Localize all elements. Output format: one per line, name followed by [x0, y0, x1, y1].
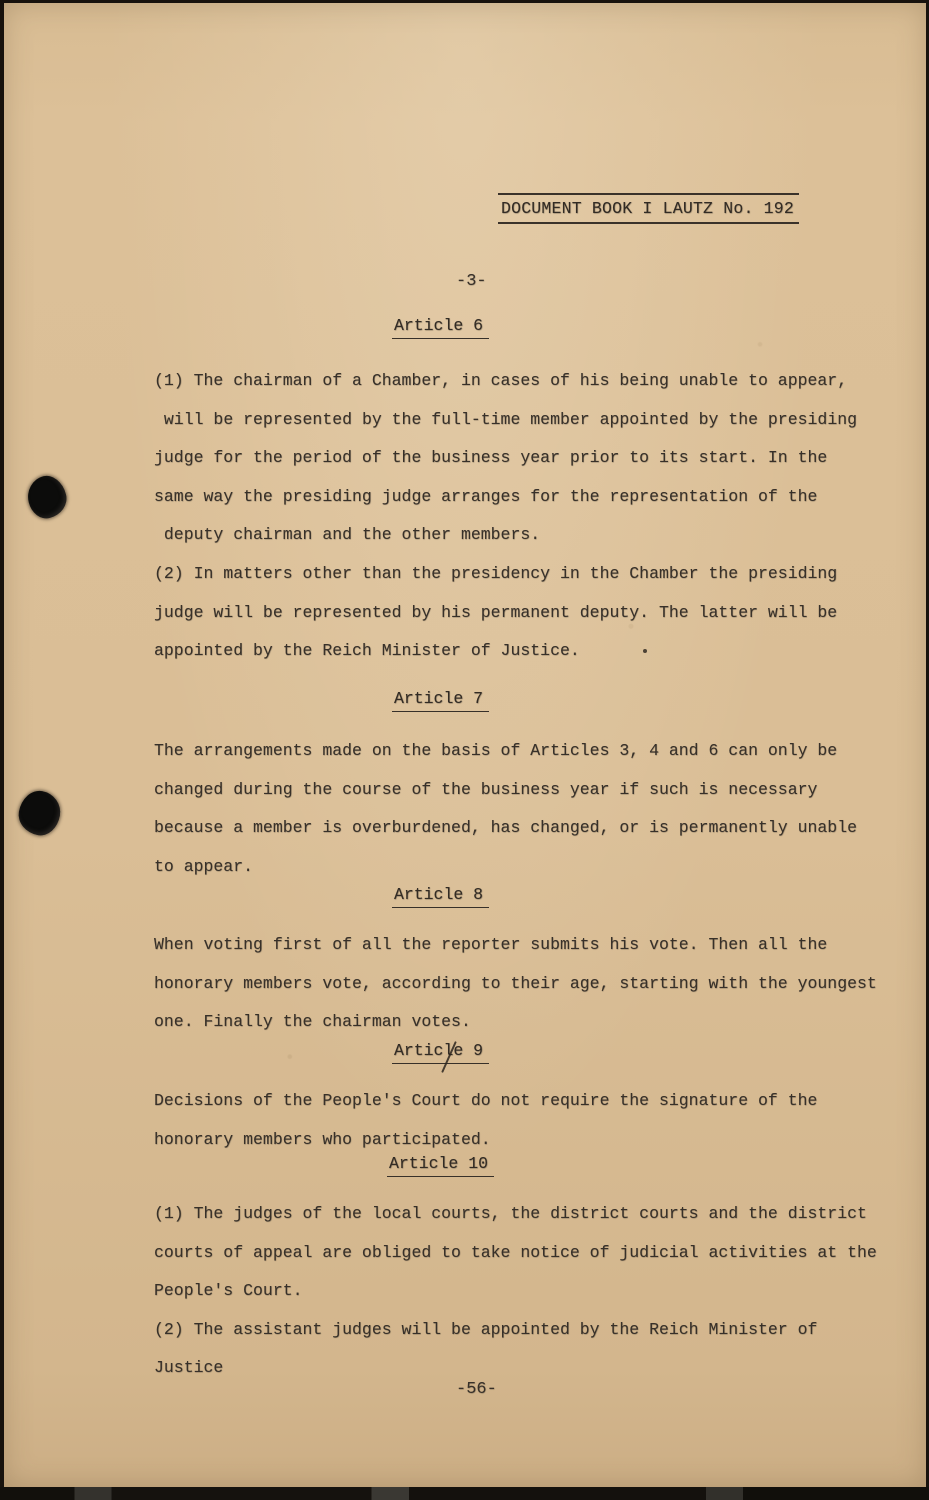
text-line: When voting first of all the reporter submits his vote. Then all the — [154, 935, 828, 954]
scan-bottom-edge — [0, 1487, 929, 1500]
text-line: (2) The assistant judges will be appointed by the Reich Minister of Justice — [154, 1319, 828, 1378]
scanned-page — [4, 3, 926, 1487]
article-8-heading: Article 8 — [392, 885, 489, 908]
text-line: changed during the course of the business year if such is necessary — [154, 779, 818, 799]
article-8-section — [4, 885, 929, 1042]
text-line: judge for the period of the business year prior to its start. In the — [154, 448, 828, 468]
text-line: honorary members who participated. — [154, 1129, 491, 1149]
text-line: People's Court. — [154, 1281, 303, 1301]
text-line: (1) The judges of the local courts, the district courts and the district — [154, 1204, 867, 1223]
text-line: because a member is overburdened, has changed, or is permanently unable — [154, 818, 858, 838]
article-10-section — [4, 1154, 929, 1388]
page-number-bottom: -56- — [456, 1380, 497, 1399]
article-10-heading: Article 10 — [387, 1154, 494, 1177]
text-line: (2) In matters other than the presidency in the Chamber the presiding — [154, 563, 838, 583]
page-number-top: -3- — [456, 272, 487, 291]
text-line: Decisions of the People's Court do not require the signature of the — [154, 1091, 818, 1110]
text-line: deputy chairman and the other members. — [154, 525, 541, 545]
text-line: judge will be represented by his permanent deputy. The latter will be — [154, 602, 838, 622]
text-line: (1) The chairman of a Chamber, in cases of his being unable to appear, — [154, 371, 848, 390]
text-line: courts of appeal are obliged to take notice of judicial activities at the — [154, 1242, 877, 1262]
text-line: will be represented by the full-time member appointed by the presiding — [154, 409, 858, 429]
text-line: one. Finally the chairman votes. — [154, 1012, 471, 1032]
text-line: same way the presiding judge arranges for the representation of the — [154, 486, 818, 506]
article-9-heading: Article 9 — [392, 1041, 489, 1064]
text-line: The arrangements made on the basis of Articles 3, 4 and 6 can only be — [154, 741, 838, 760]
article-7-heading: Article 7 — [392, 689, 489, 712]
article-7-section — [4, 689, 929, 886]
article-6-section — [4, 316, 929, 671]
document-book-header: DOCUMENT BOOK I LAUTZ No. 192 — [498, 193, 799, 224]
text-line: appointed by the Reich Minister of Justice. — [154, 641, 580, 661]
article-6-heading: Article 6 — [392, 316, 489, 339]
text-line: to appear. — [154, 856, 254, 876]
text-line: honorary members vote, according to their age, starting with the youngest — [154, 973, 877, 993]
ink-speck — [643, 649, 647, 653]
article-9-section — [4, 1041, 929, 1159]
